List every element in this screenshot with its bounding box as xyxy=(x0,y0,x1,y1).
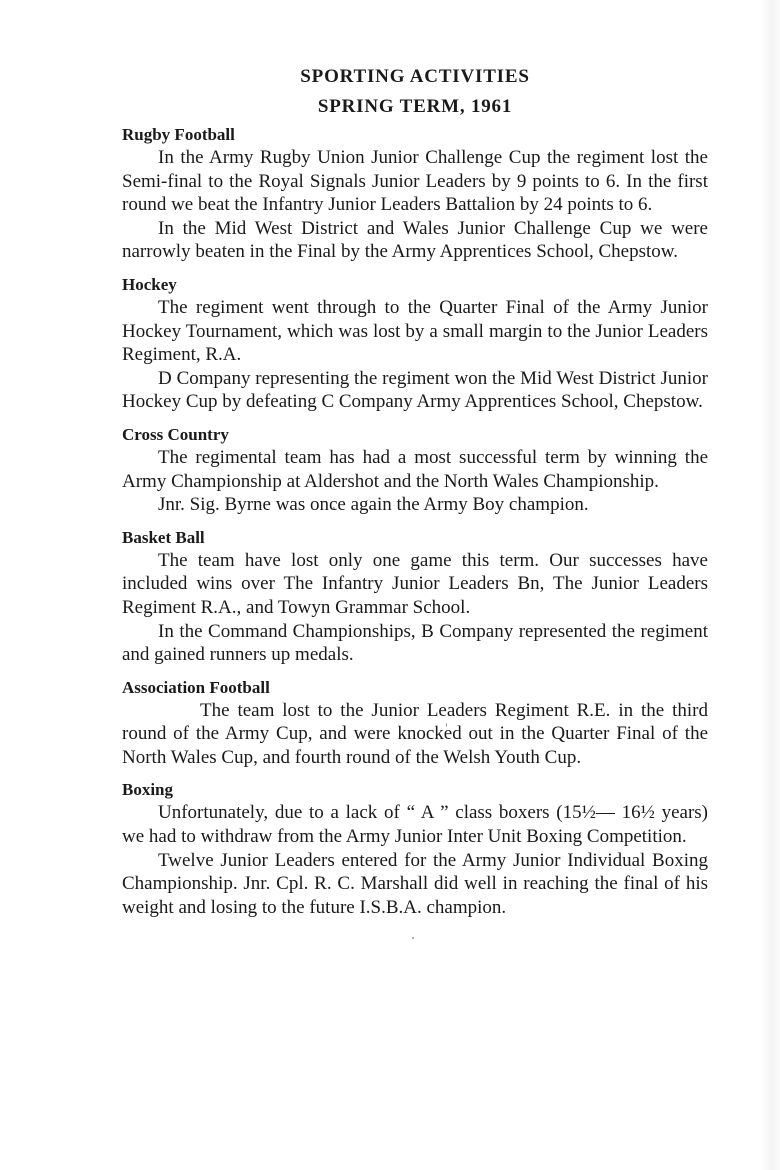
section-basket-ball xyxy=(122,527,708,667)
section-rugby-football xyxy=(122,124,708,264)
paragraph: The team lost to the Junior Leaders Regiment R.E. in the third round of the Army Cup, and were knocked out in the Quarter Final of the North Wales Cup, and fourth round of the Welsh Youth Cup. xyxy=(122,699,708,768)
section-boxing xyxy=(122,779,708,919)
paragraph: The regiment went through to the Quarter Final of the Army Junior Hockey Tournament, which was lost by a small margin to the Junior Leaders Regiment, R.A. xyxy=(122,296,708,366)
document-title: SPORTING ACTIVITIES xyxy=(300,66,530,87)
paragraph: In the Mid West District and Wales Junior Challenge Cup we were narrowly beaten in the Final by the Army Apprentices School, Chepstow. xyxy=(122,217,708,263)
paragraph: Twelve Junior Leaders entered for the Army Junior Individual Boxing Championship. Jnr. Cpl. R. C. Marshall did well in reaching the final of his weight and losing to the future I.S.B.A. champion. xyxy=(122,849,708,918)
section-heading: Hockey xyxy=(122,274,177,294)
page-edge-shadow xyxy=(760,0,780,1170)
paragraph: D Company representing the regiment won the Mid West District Junior Hockey Cup by defeating C Company Army Apprentices School, Chepstow. xyxy=(122,367,708,413)
document-page xyxy=(122,62,708,919)
paragraph: The team have lost only one game this term. Our successes have included wins over The Infantry Junior Leaders Bn, The Junior Leaders Regiment R.A., and Towyn Grammar School. xyxy=(122,549,708,618)
section-heading: Cross Country xyxy=(122,424,229,444)
paragraph: The regimental team has had a most successful term by winning the Army Championship at Aldershot and the North Wales Championship. xyxy=(122,446,708,492)
section-association-football xyxy=(122,677,708,770)
section-heading: Rugby Football xyxy=(122,125,235,144)
print-speck xyxy=(412,937,414,939)
paragraph: Jnr. Sig. Byrne was once again the Army Boy champion. xyxy=(158,494,589,516)
section-heading: Boxing xyxy=(122,780,174,800)
section-heading: Basket Ball xyxy=(122,527,205,547)
document-subtitle: SPRING TERM, 1961 xyxy=(317,96,513,117)
section-hockey xyxy=(122,274,708,414)
section-heading: Association Football xyxy=(122,677,270,697)
paragraph: In the Command Championships, B Company represented the regiment and gained runners up medals. xyxy=(122,620,708,666)
paragraph: Unfortunately, due to a lack of “ A ” class boxers (15½— 16½ years) we had to withdraw from the Army Junior Inter Unit Boxing Competition. xyxy=(122,802,708,848)
paragraph: In the Army Rugby Union Junior Challenge Cup the regiment lost the Semi-final to the Royal Signals Junior Leaders by 9 points to 6. In the first round we beat the Infantry Junior Leaders Battalion by 24 points to 6. xyxy=(122,147,708,216)
section-cross-country xyxy=(122,424,708,517)
